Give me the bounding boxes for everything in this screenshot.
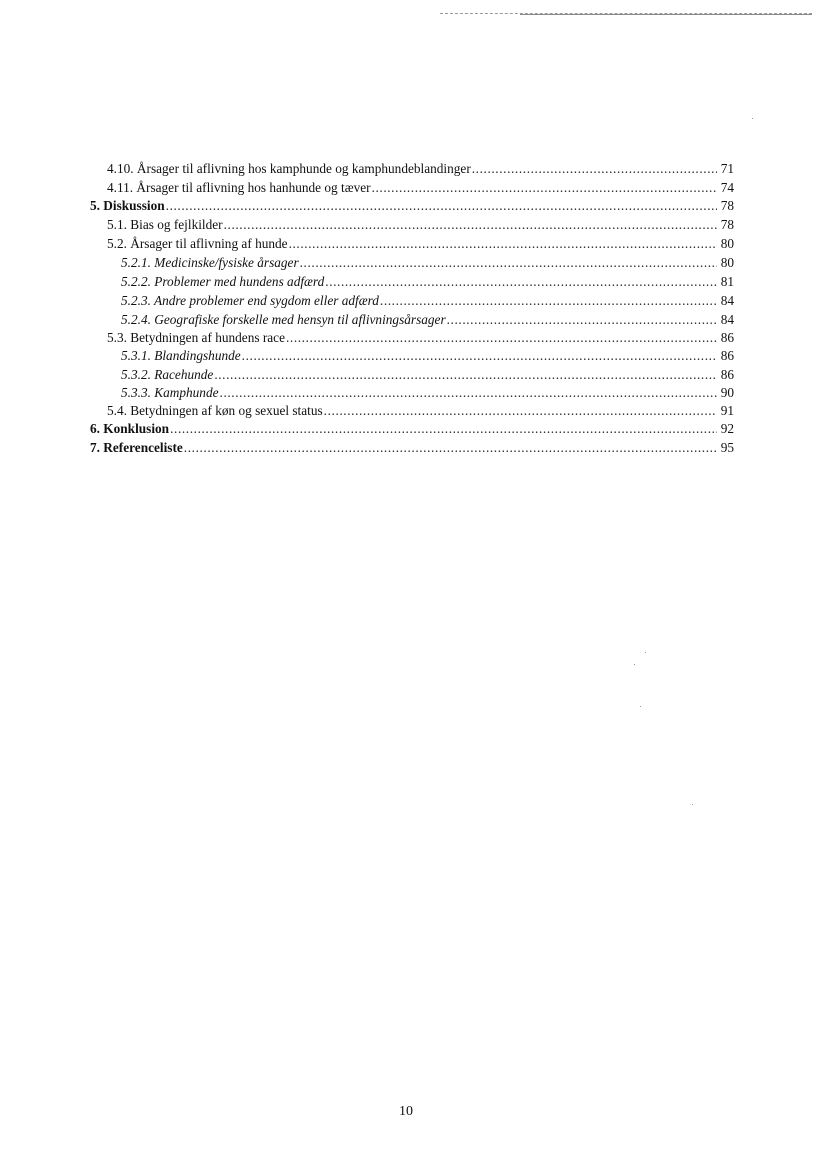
toc-entry-page: 86 xyxy=(720,348,734,363)
toc-entry-label: 5.3.2. Racehunde xyxy=(121,367,214,382)
toc-leader-dots xyxy=(372,179,717,196)
toc-entry[interactable] xyxy=(107,160,734,177)
toc-entry-label: 5.2. Årsager til aflivning af hunde xyxy=(107,236,288,251)
toc-entry[interactable] xyxy=(121,384,734,401)
toc-entry-label: 5.3.1. Blandingshunde xyxy=(121,348,241,363)
toc-entry-label: 5.1. Bias og fejlkilder xyxy=(107,217,223,232)
toc-entry-page: 86 xyxy=(720,367,734,382)
toc-entry-label: 6. Konklusion xyxy=(90,421,170,436)
toc-leader-dots xyxy=(170,420,717,437)
toc-leader-dots xyxy=(325,273,717,290)
toc-leader-dots xyxy=(472,160,717,177)
toc-entry[interactable] xyxy=(121,347,734,364)
scan-speck xyxy=(752,118,753,119)
toc-entry[interactable] xyxy=(121,254,734,271)
toc-leader-dots xyxy=(447,311,717,328)
scan-speck xyxy=(692,804,693,805)
toc-entry[interactable] xyxy=(107,402,734,419)
toc-entry-label: 5.4. Betydningen af køn og sexuel status xyxy=(107,403,323,418)
toc-entry-page: 84 xyxy=(720,293,734,308)
toc-entry-page: 78 xyxy=(720,198,734,213)
toc-entry-label: 4.10. Årsager til aflivning hos kamphunde og kamphundeblandinger xyxy=(107,161,471,176)
toc-entry[interactable] xyxy=(107,216,734,233)
toc-entry[interactable] xyxy=(121,366,734,383)
scan-artifact-line xyxy=(520,14,812,15)
toc-entry-label: 5. Diskussion xyxy=(90,198,165,213)
scan-speck xyxy=(645,652,646,653)
toc-entry[interactable] xyxy=(121,292,734,309)
toc-leader-dots xyxy=(214,366,717,383)
toc-leader-dots xyxy=(380,292,717,309)
toc-entry-label: 5.2.1. Medicinske/fysiske årsager xyxy=(121,255,299,270)
toc-entry[interactable] xyxy=(90,420,734,437)
toc-entry-label: 5.2.4. Geografiske forskelle med hensyn til aflivningsårsager xyxy=(121,312,446,327)
toc-entry-label: 5.2.2. Problemer med hundens adfærd xyxy=(121,274,325,289)
page-number: 10 xyxy=(399,1104,413,1119)
toc-entry-label: 5.3. Betydningen af hundens race xyxy=(107,330,285,345)
toc-entry[interactable] xyxy=(90,439,734,456)
toc-entry-label: 7. Referenceliste xyxy=(90,440,183,455)
toc-leader-dots xyxy=(220,384,717,401)
toc-entry[interactable] xyxy=(121,311,734,328)
scan-speck xyxy=(634,664,635,665)
toc-entry-page: 84 xyxy=(720,312,734,327)
toc-entry-page: 81 xyxy=(720,274,734,289)
toc-entry-page: 86 xyxy=(720,330,734,345)
toc-leader-dots xyxy=(184,439,717,456)
toc-entry[interactable] xyxy=(121,273,734,290)
toc-entry-page: 71 xyxy=(720,161,734,176)
toc-entry[interactable] xyxy=(107,329,734,346)
toc-leader-dots xyxy=(324,402,717,419)
toc-leader-dots xyxy=(300,254,717,271)
toc-entry[interactable] xyxy=(90,197,734,214)
toc-entry-page: 91 xyxy=(720,403,734,418)
toc-entry-page: 95 xyxy=(720,440,734,455)
toc-entry[interactable] xyxy=(107,179,734,196)
toc-entry-page: 74 xyxy=(720,180,734,195)
toc-leader-dots xyxy=(286,329,717,346)
toc-leader-dots xyxy=(224,216,717,233)
toc-entry-label: 5.3.3. Kamphunde xyxy=(121,385,219,400)
scan-speck xyxy=(640,706,641,707)
toc-entry-page: 80 xyxy=(720,255,734,270)
toc-leader-dots xyxy=(242,347,717,364)
toc-leader-dots xyxy=(166,197,717,214)
toc-entry-label: 5.2.3. Andre problemer end sygdom eller adfærd xyxy=(121,293,379,308)
toc-leader-dots xyxy=(289,235,717,252)
toc-entry-page: 90 xyxy=(720,385,734,400)
toc-entry-label: 4.11. Årsager til aflivning hos hanhunde og tæver xyxy=(107,180,371,195)
toc-entry-page: 80 xyxy=(720,236,734,251)
toc-entry-page: 92 xyxy=(720,421,734,436)
toc-entry[interactable] xyxy=(107,235,734,252)
toc-entry-page: 78 xyxy=(720,217,734,232)
